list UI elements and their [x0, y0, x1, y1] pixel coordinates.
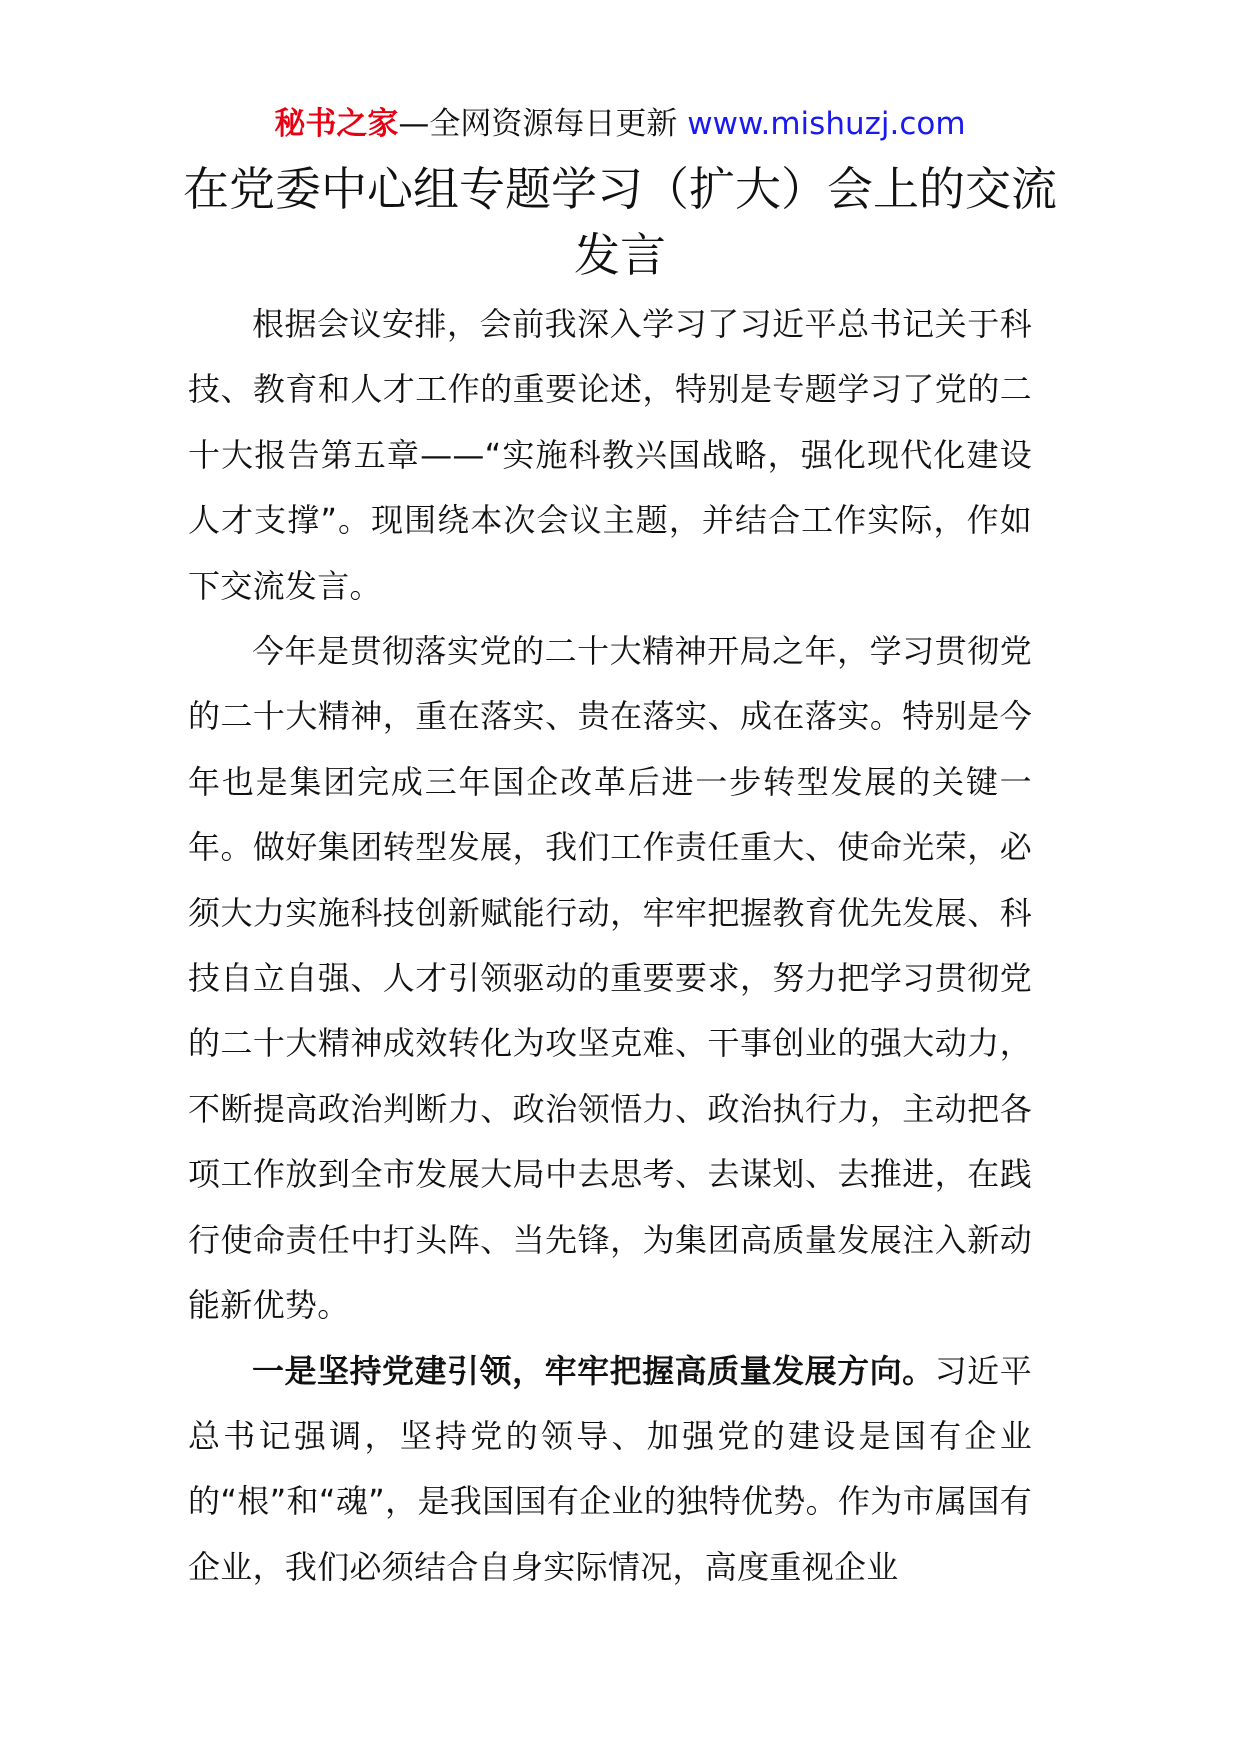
site-url-link[interactable]: www.mishuzj.com: [687, 106, 966, 142]
paragraph-2: [188, 619, 1032, 1338]
paragraph-1: [188, 292, 1032, 619]
paragraph-2-text: 今年是贯彻落实党的二十大精神开局之年，学习贯彻党的二十大精神，重在落实、贵在落实、成在落实。特别是今年也是集团完成三年国企改革后进一步转型发展的关键一年。做好集团转型发展，我们工作责任重大、使命光荣，必须大力实施科技创新赋能行动，牢牢把握教育优先发展、科技自立自强、人才引领驱动的重要要求，努力把学习贯彻党的二十大精神成效转化为攻坚克难、干事创业的强大动力，不断提高政治判断力、政治领悟力、政治执行力，主动把各项工作放到全市发展大局中去思考、去谋划、去推进，在践行使命责任中打头阵、当先锋，为集团高质量发展注入新动能新优势。: [188, 632, 1032, 1325]
header-slogan: —全网资源每日更新: [398, 106, 688, 142]
paragraph-3-heading: 一是坚持党建引领，牢牢把握高质量发展方向。: [252, 1351, 935, 1390]
document-body: [188, 292, 1032, 1600]
paragraph-3: [188, 1339, 1032, 1601]
document-title: 在党委中心组专题学习（扩大）会上的交流发言: [183, 162, 1057, 282]
brand-name: 秘书之家: [274, 106, 399, 142]
paragraph-3-text: 习近平总书记强调，坚持党的领导、加强党的建设是国有企业的“根”和“魂”，是我国国有企业的独特优势。作为市属国有企业，我们必须结合自身实际情况，高度重视企业: [188, 1351, 1032, 1586]
site-header: [0, 100, 1240, 148]
paragraph-1-text: 根据会议安排，会前我深入学习了习近平总书记关于科技、教育和人才工作的重要论述，特别是专题学习了党的二十大报告第五章——“实施科教兴国战略，强化现代化建设人才支撑”。现围绕本次会议主题，并结合工作实际，作如下交流发言。: [188, 305, 1032, 605]
